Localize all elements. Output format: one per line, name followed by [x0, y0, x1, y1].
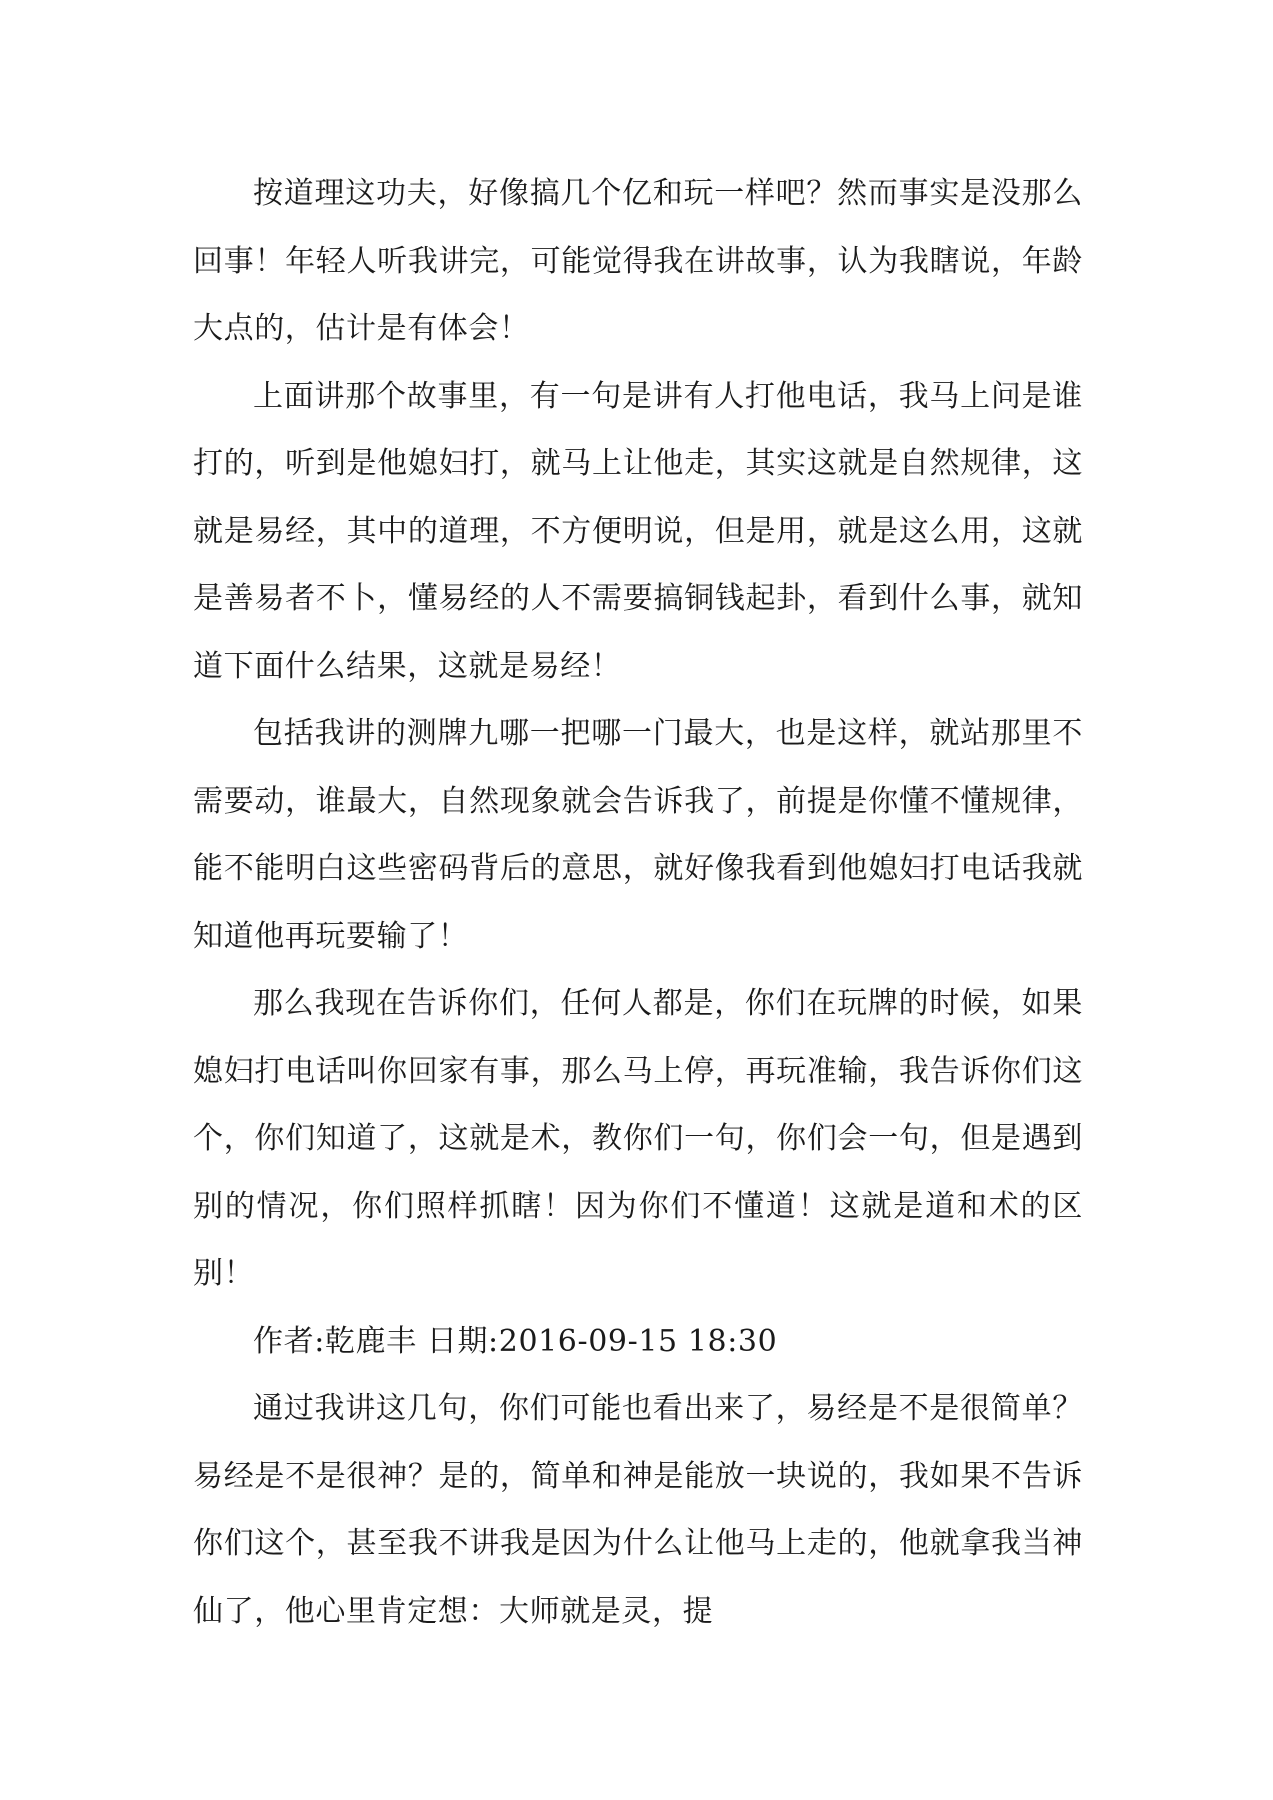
document-body: [193, 160, 1083, 1645]
author-date-line: 作者:乾鹿丰 日期:2016-09-15 18:30: [253, 1323, 778, 1359]
paragraph-3: 包括我讲的测牌九哪一把哪一门最大，也是这样，就站那里不需要动，谁最大，自然现象就会告诉我了，前提是你懂不懂规律，能不能明白这些密码背后的意思，就好像我看到他媳妇打电话我就知道他再玩要输了！: [193, 716, 1083, 954]
paragraph-5: 通过我讲这几句，你们可能也看出来了，易经是不是很简单？易经是不是很神？是的，简单和神是能放一块说的，我如果不告诉你们这个，甚至我不讲我是因为什么让他马上走的，他就拿我当神仙了，他心里肯定想：大师就是灵，提: [193, 1391, 1083, 1629]
paragraph-4: 那么我现在告诉你们，任何人都是，你们在玩牌的时候，如果媳妇打电话叫你回家有事，那么马上停，再玩准输，我告诉你们这个，你们知道了，这就是术，教你们一句，你们会一句，但是遇到别的情况，你们照样抓瞎！因为你们不懂道！这就是道和术的区别！: [193, 986, 1083, 1291]
paragraph-2: 上面讲那个故事里，有一句是讲有人打他电话，我马上问是谁打的，听到是他媳妇打，就马上让他走，其实这就是自然规律，这就是易经，其中的道理，不方便明说，但是用，就是这么用，这就是善易者不卜，懂易经的人不需要搞铜钱起卦，看到什么事，就知道下面什么结果，这就是易经！: [193, 378, 1083, 684]
paragraph-1: 按道理这功夫，好像搞几个亿和玩一样吧？然而事实是没那么回事！年轻人听我讲完，可能觉得我在讲故事，认为我瞎说，年龄大点的，估计是有体会！: [193, 176, 1083, 346]
